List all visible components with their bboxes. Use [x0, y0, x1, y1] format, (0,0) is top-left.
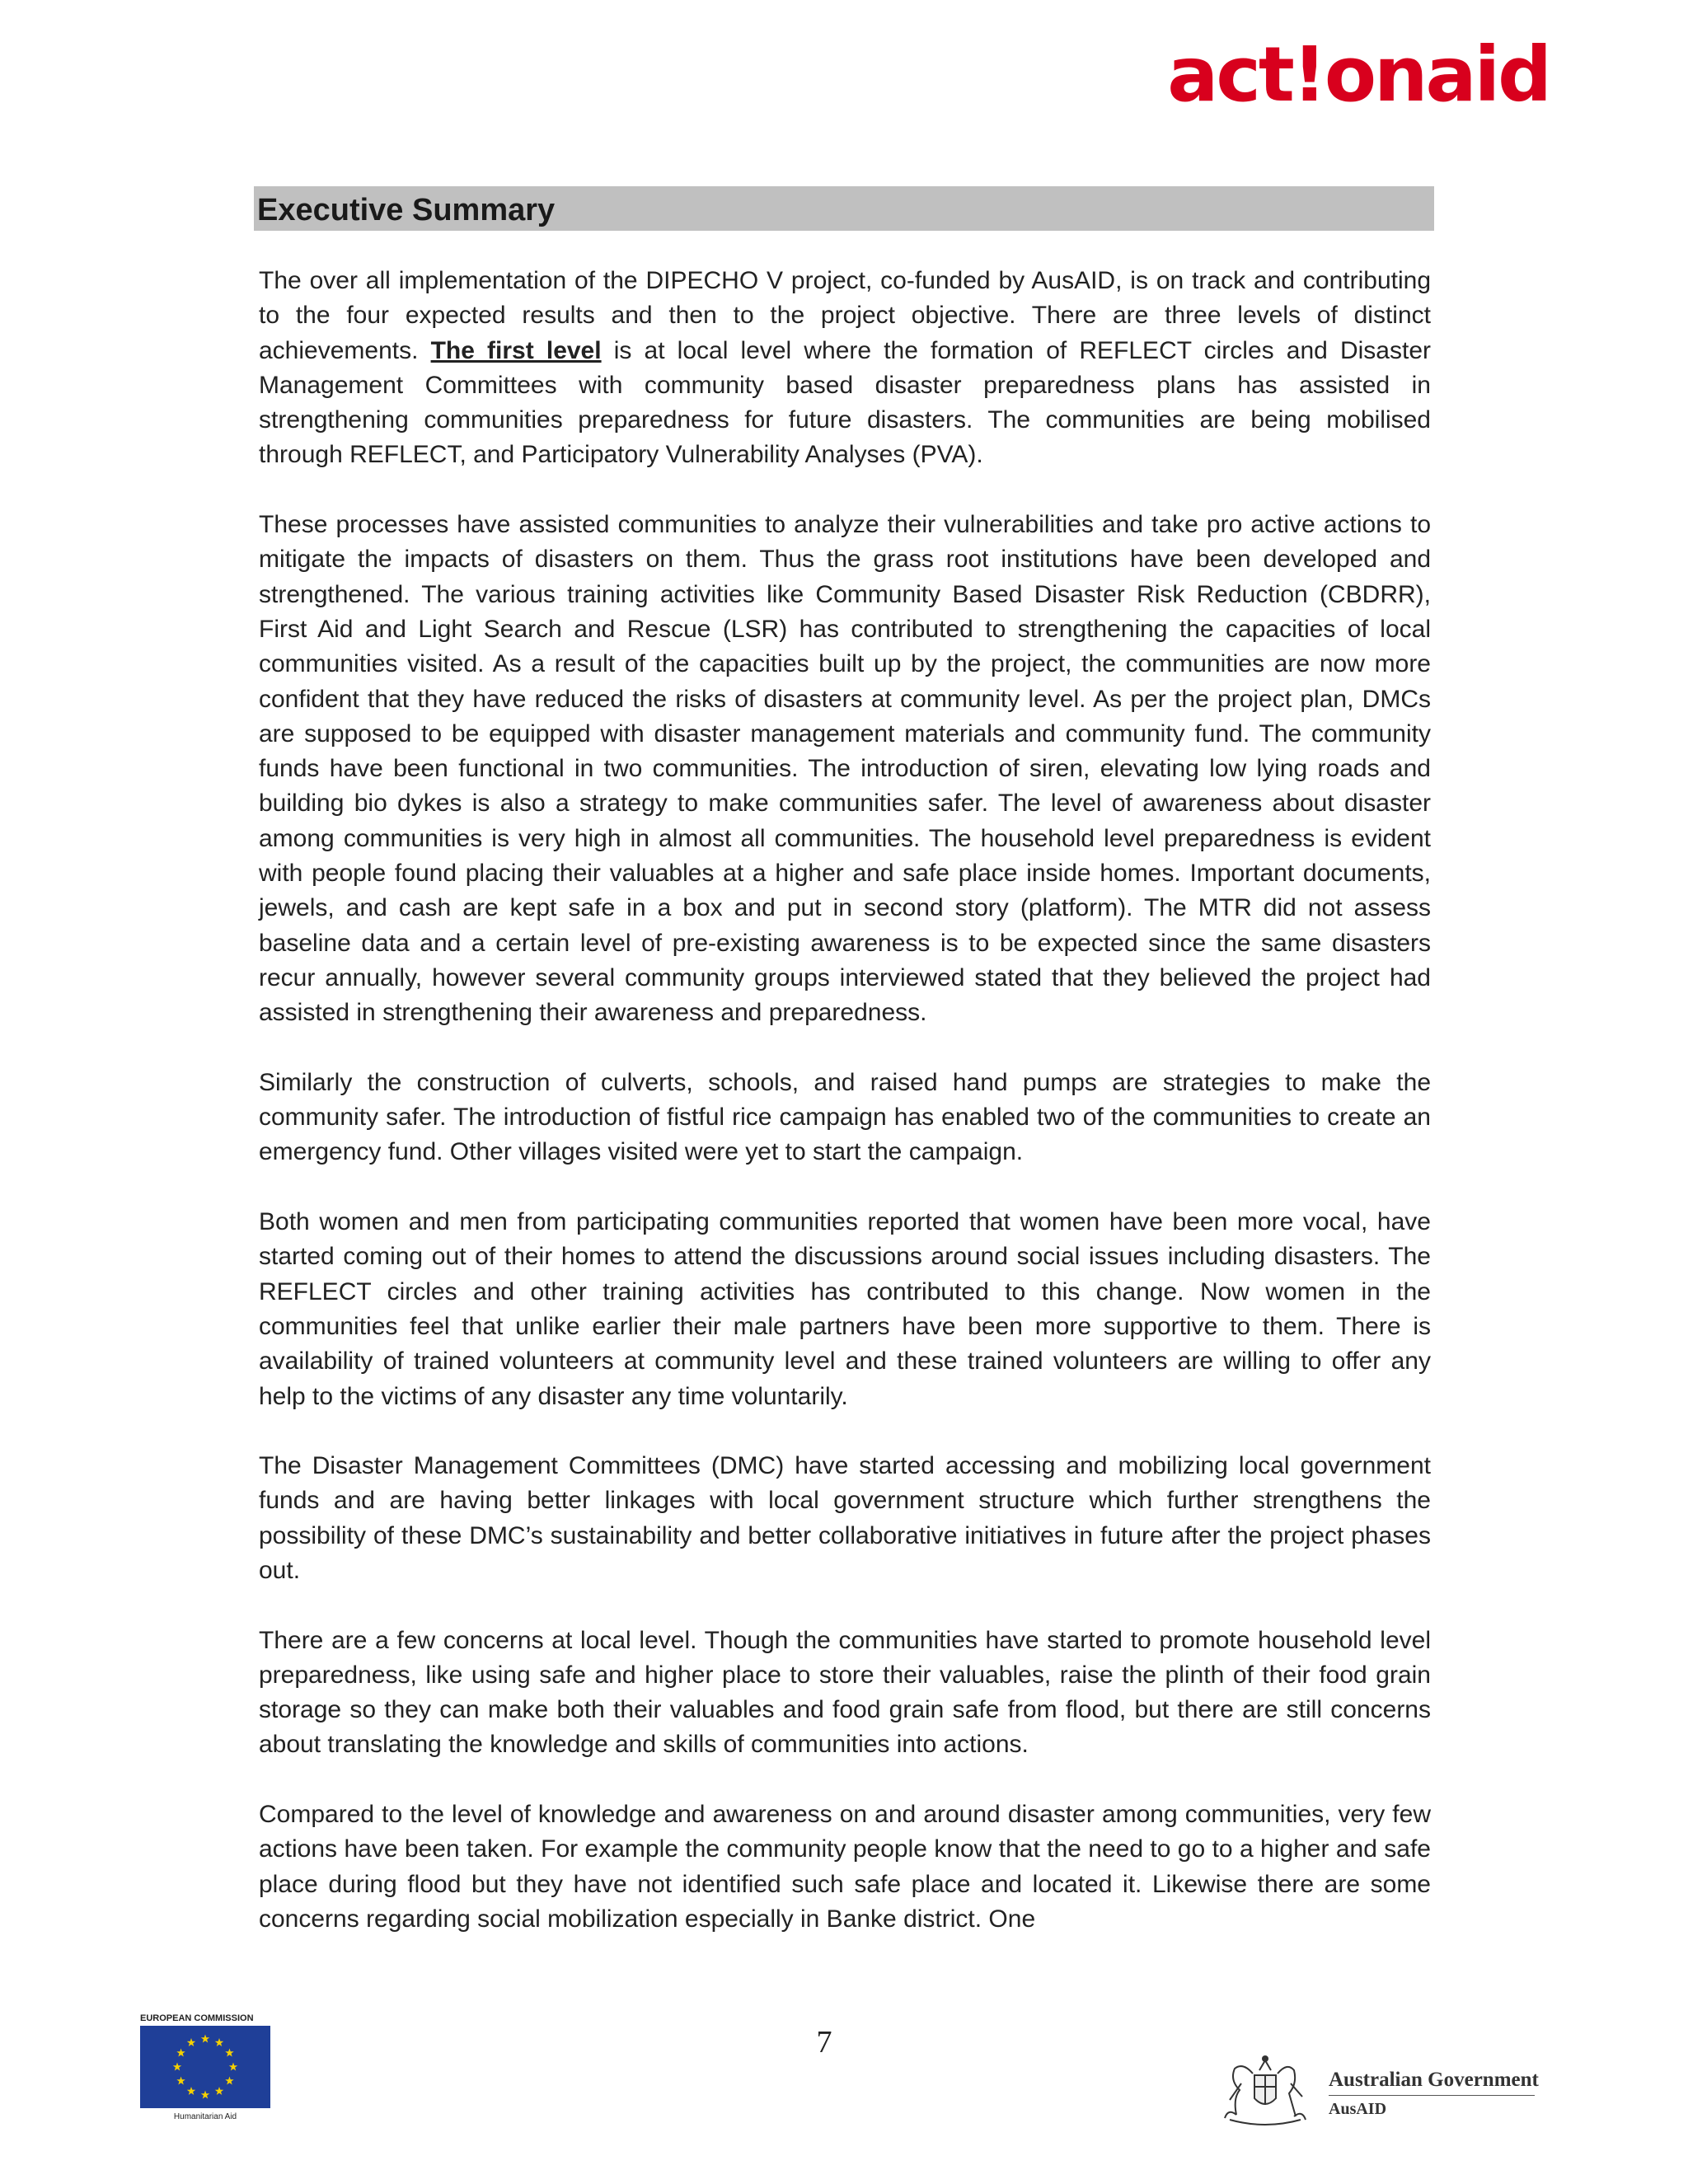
section-title: Executive Summary — [257, 193, 556, 227]
page-number: 7 — [816, 2025, 832, 2060]
eu-commission-label: EUROPEAN COMMISSION — [140, 2013, 254, 2023]
paragraph-1 — [259, 264, 1431, 473]
paragraph-2: These processes have assisted communities to analyze their vulnerabilities and take pro active actions to mitigate the impacts of disasters on them. Thus the grass root institutions have been developed and strengthened. The various training activities like Community Based Disaster Risk Reduction (CBDRR), First Aid and Light Search and Rescue (LSR) has contributed to strengthening the capacities of local communities visited. As a result of the capacities built up by the project, the communities are now more confident that they have reduced the risks of disasters at community level. As per the project plan, DMCs are supposed to be equipped with disaster management materials and community fund. The community funds have been functional in two communities. The introduction of siren, elevating low lying roads and building bio dykes is also a strategy to make communities safer. The level of awareness about disaster among communities is very high in almost all communities. The household level preparedness is evident with people found placing their valuables at a higher and safe place inside homes. Important documents, jewels, and cash are kept safe in a box and put in second story (platform). The MTR did not assess baseline data and a certain level of pre-existing awareness is to be expected since the same disasters recur annually, however several community groups interviewed stated that they believed the project had assisted in strengthening their awareness and preparedness. — [259, 511, 1431, 1027]
paragraph-7: Compared to the level of knowledge and awareness on and around disaster among communities, very few actions have been taken. For example the community people know that the need to go to a higher and safe place during flood but they have not identified such safe place and located it. Likewise there are some concerns regarding social mobilization especially in Banke district. One — [259, 1801, 1431, 1933]
paragraph-1-intro: The over all implementation of the DIPECHO V project, co-funded by AusAID, is on track and contributing to the four expected results and then to the project objective. There are three levels of distinct achievements. — [259, 267, 1431, 364]
australian-government-label: Australian Government — [1329, 2069, 1539, 2091]
eu-humanitarian-aid-logo — [140, 2011, 280, 2126]
eu-flag-icon — [140, 2026, 270, 2108]
australian-government-logo — [1212, 2050, 1541, 2133]
section-heading-bar — [254, 186, 1434, 231]
paragraph-4: Both women and men from participating communities reported that women have been more vocal, have started coming out of their homes to attend the discussions around social issues including disasters. The REFLECT circles and other training activities has contributed to this change. Now women in the communities feel that unlike earlier their male partners have been more supportive to them. There is availability of trained volunteers at community level and these trained volunteers are willing to offer any help to the victims of any disaster any time voluntarily. — [259, 1208, 1431, 1410]
ausaid-label: AusAID — [1329, 2100, 1387, 2118]
paragraph-5: The Disaster Management Committees (DMC) have started accessing and mobilizing local government funds and are having better linkages with local government structure which further strengthens the possibility of these DMC’s sustainability and better collaborative initiatives in future after the project phases out. — [259, 1452, 1431, 1584]
first-level-emphasis: The first level — [430, 336, 602, 364]
paragraph-6: There are a few concerns at local level. Though the communities have started to promote household level preparedness, like using safe and higher place to store their valuables, raise the plinth of their food grain storage so they can make both their valuables and food grain safe from flood, but there are still concerns about translating the knowledge and skills of communities into actions. — [259, 1626, 1431, 1759]
humanitarian-aid-label: Humanitarian Aid — [173, 2112, 237, 2121]
coat-of-arms-icon — [1212, 2050, 1319, 2130]
actionaid-logo: act!onaid — [1167, 30, 1550, 119]
document-body — [259, 264, 1431, 1937]
paragraph-1-rest: is at local level where the formation of REFLECT circles and Disaster Management Committees with community based disaster preparedness plans has assisted in strengthening communities preparedness for future disasters. The communities are being mobilised through REFLECT, and Participatory Vulnerability Analyses (PVA). — [259, 336, 1431, 469]
divider — [1329, 2095, 1535, 2096]
paragraph-3: Similarly the construction of culverts, schools, and raised hand pumps are strategies to make the community safer. The introduction of fistful rice campaign has enabled two of the communities to create an emergency fund. Other villages visited were yet to start the campaign. — [259, 1068, 1431, 1166]
